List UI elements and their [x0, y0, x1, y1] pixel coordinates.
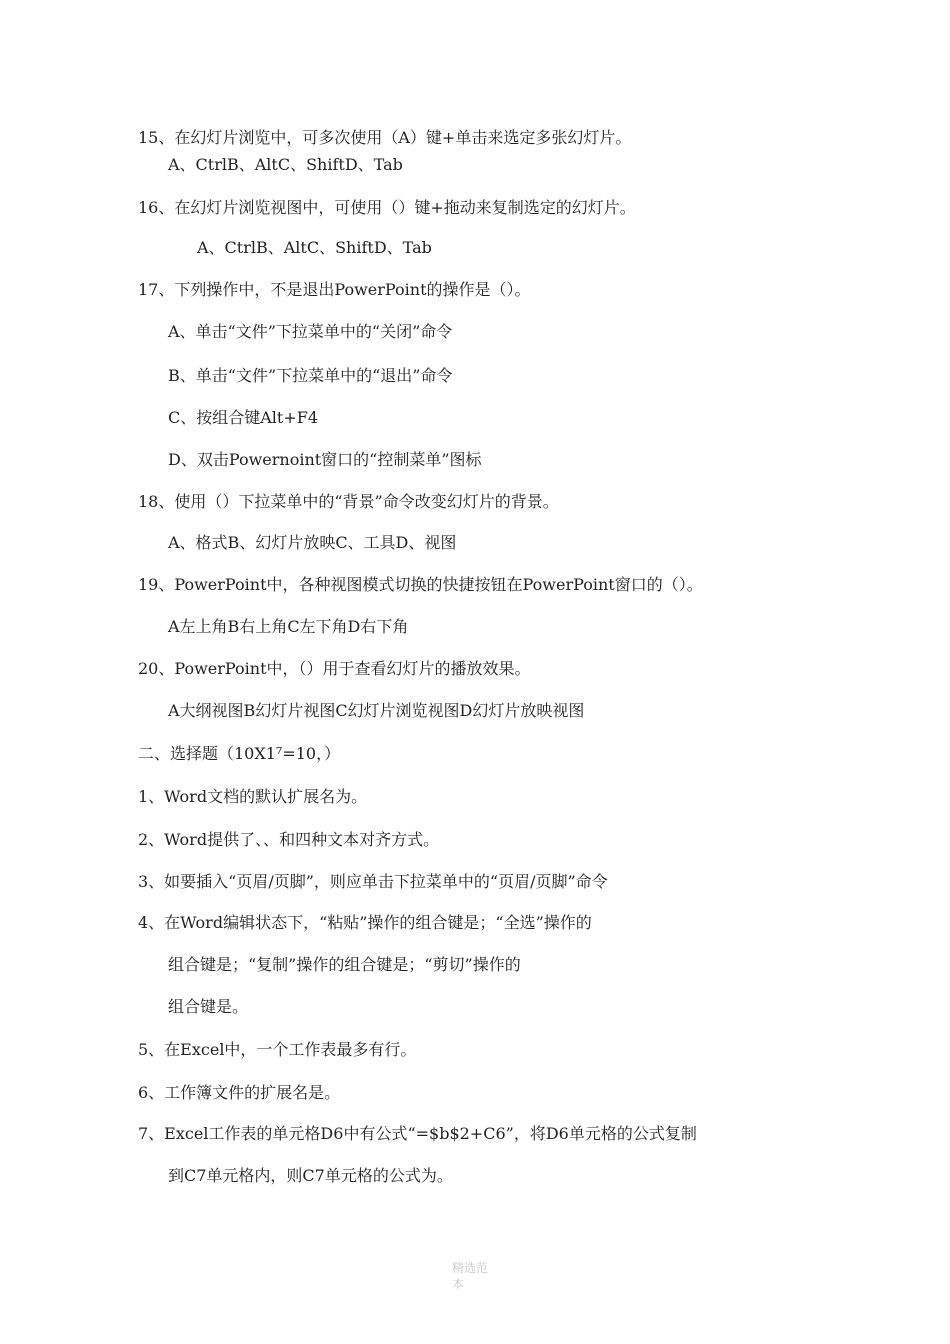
fill-question-3: 3、如要插入“页眉/页脚”，则应单击下拉菜单中的“页眉/页脚”命令 [138, 872, 608, 891]
fill-question-5: 5、在Excel中，一个工作表最多有行。 [138, 1040, 417, 1059]
question-20-options: A大纲视图B幻灯片视图C幻灯片浏览视图D幻灯片放映视图 [168, 701, 585, 720]
footer-watermark: 精选范本 [452, 1261, 489, 1291]
section-heading: 二、选择题（10X1⁷=10，） [138, 744, 341, 763]
question-15: 15、在幻灯片浏览中，可多次使用（A）键+单击来选定多张幻灯片。 [138, 128, 632, 147]
fill-question-4: 4、在Word编辑状态下，“粘贴”操作的组合键是；“全选”操作的 [138, 913, 592, 932]
fill-question-2: 2、Word提供了、、和四种文本对齐方式。 [138, 830, 440, 849]
question-16-options: A、CtrlB、AltC、ShiftD、Tab [197, 238, 432, 257]
question-19-options: A左上角B右上角C左下角D右下角 [168, 617, 409, 636]
question-18: 18、使用（）下拉菜单中的“背景”命令改变幻灯片的背景。 [138, 492, 559, 511]
question-17-option-d: D、双击Powernoint窗口的“控制菜单”图标 [168, 450, 482, 469]
fill-question-7: 7、Excel工作表的单元格D6中有公式“=$b$2+C6”，将D6单元格的公式复制 [138, 1124, 697, 1143]
question-17-option-a: A、单击“文件”下拉菜单中的“关闭”命令 [168, 322, 453, 341]
question-19: 19、PowerPoint中，各种视图模式切换的快捷按钮在PowerPoint窗口的（）。 [138, 575, 703, 594]
question-18-options: A、格式B、幻灯片放映C、工具D、视图 [168, 533, 457, 552]
fill-question-4-cont-1: 组合键是；“复制”操作的组合键是；“剪切”操作的 [168, 955, 521, 974]
question-17: 17、下列操作中，不是退出PowerPoint的操作是（）。 [138, 280, 531, 299]
fill-question-7-cont: 到C7单元格内，则C7单元格的公式为。 [168, 1166, 453, 1185]
fill-question-1: 1、Word文档的默认扩展名为。 [138, 787, 368, 806]
question-17-option-c: C、按组合键Alt+F4 [168, 408, 319, 427]
question-15-options: A、CtrlB、AltC、ShiftD、Tab [168, 155, 403, 174]
fill-question-4-cont-2: 组合键是。 [168, 997, 249, 1016]
question-17-option-b: B、单击“文件”下拉菜单中的“退出”命令 [168, 366, 453, 385]
question-16: 16、在幻灯片浏览视图中，可使用（）键+拖动来复制选定的幻灯片。 [138, 198, 636, 217]
question-20: 20、PowerPoint中，（）用于查看幻灯片的播放效果。 [138, 659, 531, 678]
fill-question-6: 6、工作簿文件的扩展名是。 [138, 1083, 341, 1102]
